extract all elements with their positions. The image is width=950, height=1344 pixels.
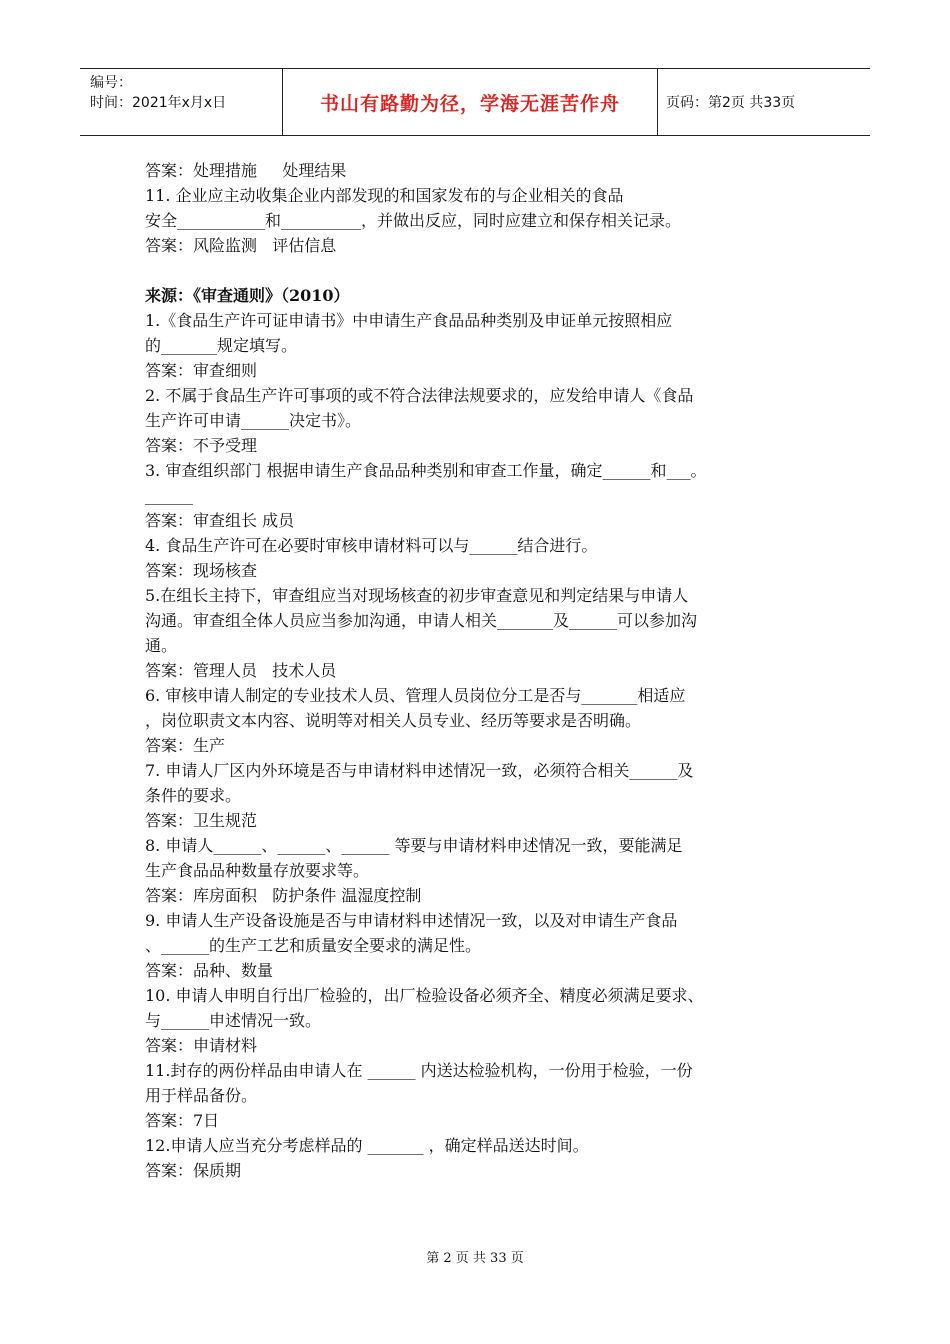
doc-time-label: 时间：2021年x月x日 <box>90 95 227 111</box>
section-source-heading: 来源：《审查通则》（2010） <box>145 286 350 305</box>
text-line: 的_______规定填写。 <box>145 336 298 355</box>
text-line: 生产食品品种数量存放要求等。 <box>145 861 370 880</box>
doc-number-label: 编号： <box>90 75 132 91</box>
text-line: 生产许可申请______决定书》。 <box>145 411 362 430</box>
text-line: 答案：卫生规范 <box>145 811 258 830</box>
text-line: 答案：申请材料 <box>145 1036 258 1055</box>
text-line: 11.封存的两份样品由申请人在 ______ 内送达检验机构，一份用于检验，一份 <box>145 1061 693 1080</box>
text-line: 10. 申请人申明自行出厂检验的，出厂检验设备必须齐全、精度必须满足要求、 <box>145 986 704 1005</box>
text-line: 答案：生产 <box>145 736 226 755</box>
text-line: 答案：7日 <box>145 1111 220 1130</box>
text-line: 安全___________和__________，并做出反应，同时应建立和保存相关记录。 <box>145 211 682 230</box>
text-line: 通。 <box>145 636 178 655</box>
text-line: 答案：处理措施 处理结果 <box>145 161 347 180</box>
text-line: 答案：品种、数量 <box>145 961 274 980</box>
text-line: 与______申述情况一致。 <box>145 1011 322 1030</box>
text-line: 沟通。审查组全体人员应当参加沟通，申请人相关_______及______可以参加沟 <box>145 611 698 630</box>
text-line: 答案：保质期 <box>145 1161 242 1180</box>
text-line: 9. 申请人生产设备设施是否与申请材料申述情况一致，以及对申请生产食品 <box>145 911 678 930</box>
document-header <box>80 68 870 136</box>
header-page-info: 页码：第2页 共33页 <box>666 95 796 111</box>
text-line: 答案：库房面积 防护条件 温湿度控制 <box>145 886 422 905</box>
text-line: 答案：不予受理 <box>145 436 258 455</box>
text-line: 答案：现场核查 <box>145 561 258 580</box>
blank-line <box>145 258 820 283</box>
text-line: 11. 企业应主动收集企业内部发现的和国家发布的与企业相关的食品 <box>145 186 624 205</box>
document-body <box>145 158 820 1183</box>
text-line: 答案：审查细则 <box>145 361 258 380</box>
text-line: 答案：审查组长 成员 <box>145 511 295 530</box>
header-motto: 书山有路勤为径，学海无涯苦作舟 <box>283 69 658 135</box>
text-line: 4. 食品生产许可在必要时审核申请材料可以与______结合进行。 <box>145 536 598 555</box>
text-line: 条件的要求。 <box>145 786 242 805</box>
text-line: ，岗位职责文本内容、说明等对相关人员专业、经历等要求是否明确。 <box>145 711 642 730</box>
text-line: 2. 不属于食品生产许可事项的或不符合法律法规要求的，应发给申请人《食品 <box>145 386 694 405</box>
text-line: 7. 申请人厂区内外环境是否与申请材料申述情况一致，必须符合相关______及 <box>145 761 694 780</box>
text-line: 用于样品备份。 <box>145 1086 258 1105</box>
text-line: 5.在组长主持下，审查组应当对现场核查的初步审查意见和判定结果与申请人 <box>145 586 689 605</box>
text-line: ______ <box>145 486 193 505</box>
text-line: 6. 审核申请人制定的专业技术人员、管理人员岗位分工是否与_______相适应 <box>145 686 686 705</box>
text-line: 12.申请人应当充分考虑样品的 _______ ，确定样品送达时间。 <box>145 1136 589 1155</box>
text-line: 8. 申请人______、______、______ 等要与申请材料申述情况一致，要能满足 <box>145 836 683 855</box>
text-line: 答案：管理人员 技术人员 <box>145 661 337 680</box>
header-meta <box>80 69 283 135</box>
text-line: 3. 审查组织部门 根据申请生产食品品种类别和审查工作量，确定______和___。 <box>145 461 707 480</box>
text-line: 、______的生产工艺和质量安全要求的满足性。 <box>145 936 482 955</box>
page-footer: 第 2 页 共 33 页 <box>426 1251 524 1266</box>
text-line: 答案：风险监测 评估信息 <box>145 236 337 255</box>
text-line: 1.《食品生产许可证申请书》中申请生产食品品种类别及申证单元按照相应 <box>145 311 673 330</box>
